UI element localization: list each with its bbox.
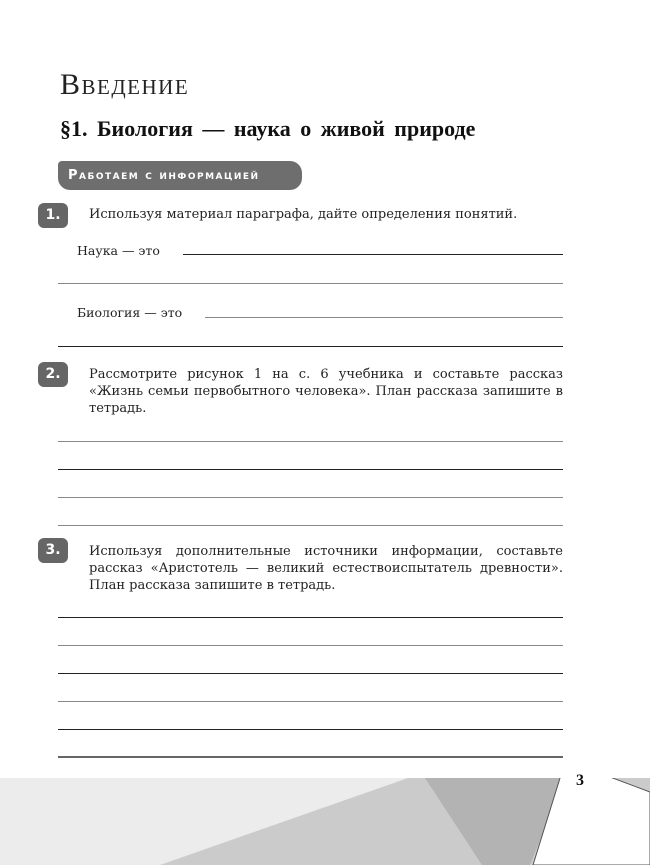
task-number-badge: 2.	[38, 362, 68, 387]
definition-label-science: Наука — это	[77, 243, 160, 258]
footer-shapes	[0, 778, 650, 865]
answer-line[interactable]	[183, 254, 563, 255]
task-number-badge: 1.	[38, 203, 68, 228]
answer-line[interactable]	[58, 617, 563, 618]
answer-line[interactable]	[58, 525, 563, 526]
section-banner: Работаем с информацией	[58, 161, 302, 190]
task-instruction: Используя материал параграфа, дайте определения понятий.	[89, 207, 518, 222]
answer-line[interactable]	[205, 317, 563, 318]
page-number: 3	[576, 772, 584, 789]
answer-line[interactable]	[58, 729, 563, 730]
answer-line[interactable]	[58, 497, 563, 498]
definition-label-biology: Биология — это	[77, 305, 183, 320]
task-instruction: Рассмотрите рисунок 1 на с. 6 учебника и составьте рассказ «Жизнь семьи первобытного человека». План рассказа запишите в тетрадь.	[89, 367, 563, 416]
answer-line[interactable]	[58, 645, 563, 646]
section-title: §1. Биология — наука о живой природе	[60, 116, 476, 141]
answer-line[interactable]	[58, 469, 563, 470]
answer-line[interactable]	[58, 283, 563, 284]
answer-line[interactable]	[58, 756, 563, 758]
chapter-title: Введение	[60, 68, 190, 101]
answer-line[interactable]	[58, 441, 563, 442]
answer-line[interactable]	[58, 346, 563, 347]
task-instruction: Используя дополнительные источники информации, составьте рассказ «Аристотель — великий естествоиспытатель древности». План рассказа запишите в тетрадь.	[89, 544, 563, 593]
task-number-badge: 3.	[38, 538, 68, 563]
answer-line[interactable]	[58, 701, 563, 702]
answer-line[interactable]	[58, 673, 563, 674]
